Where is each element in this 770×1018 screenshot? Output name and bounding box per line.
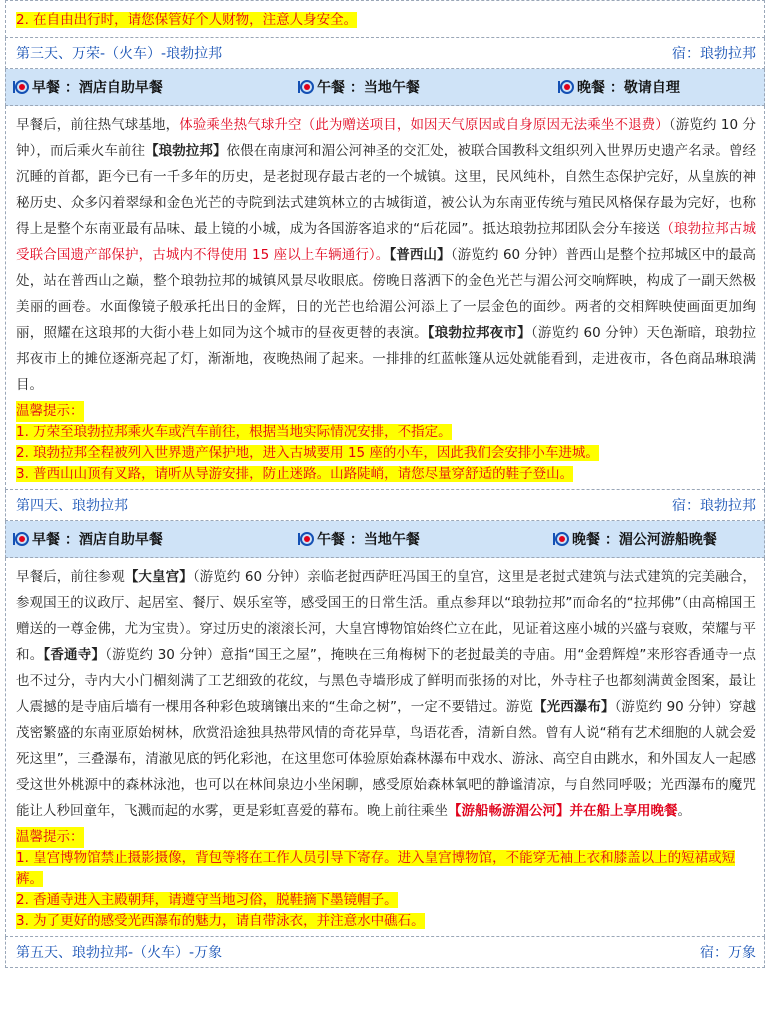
day3-paragraph: 早餐后，前往热气球基地，体验乘坐热气球升空（此为赠送项目，如因天气原因或自身原因无法乘坐不退费）（游览约 10 分钟），而后乘火车前往【琅勃拉邦】依偎在南康河和湄公河神圣的交汇处，被联合国教科文组织列入世界历史遗产名录。曾经沉睡的首都，距今已有一千多年的历史，是老挝现存最古老的一个城镇。这里，民风纯朴，自然生态保护完好，从皇族的神秘历史、众多闪着翠绿和金色光芒的寺院到法式建筑林立的古城街道，被公认为东南亚传统与殖民风格保存最为完好，也称得上是整个东南亚最有品味、最上镜的小城，成为各国游客追求的“后花园”。抵达琅勃拉邦团队会分车接送（琅勃拉邦古城受联合国遗产部保护，古城内不得使用 15 座以上车辆通行）。【普西山】（游览约 60 分钟）普西山是整个拉邦城区中的最高处，站在普西山之巅，整个琅勃拉邦的城镇风景尽收眼底。傍晚日落洒下的金色光芒与湄公河交响辉映，构成了一副天然极美丽的画卷。水面像镜子般承托出日的金辉，日的光芒也给湄公河添上了一层金色的面纱。两者的交相辉映使画面更加绚丽，照耀在这琅邦的大街小巷上如同为这个城市的昼夜更替的表演。【琅勃拉邦夜市】（游览约 60 分钟）天色渐暗，琅勃拉邦夜市上的摊位逐渐亮起了灯，渐渐地，夜晚热闹了起来。一排排的红蓝帐篷从远处就能看到，走进夜市，各色商品琳琅满目。 (16, 117, 757, 393)
day4-content (5, 558, 765, 937)
day5-stay: 宿：万象 (700, 945, 756, 961)
day4-meals (5, 521, 765, 558)
meal-icon (12, 531, 30, 547)
day3-breakfast: 早餐 ：酒店自助早餐 (12, 77, 297, 97)
day3-lunch: 午餐 ：当地午餐 (297, 77, 557, 97)
day3-header (5, 38, 765, 69)
day3-dinner: 晚餐 ：敬请自理 (557, 77, 680, 97)
day4-breakfast: 早餐 ：酒店自助早餐 (12, 529, 297, 549)
day5-header (5, 937, 765, 968)
day4-header (5, 490, 765, 521)
day4-lunch: 午餐 ：当地午餐 (297, 529, 552, 549)
day3-tip-1: 1. 万荣至琅勃拉邦乘火车或汽车前往，根据当地实际情况安排，不指定。 (16, 424, 452, 440)
day4-dinner: 晚餐 ：湄公河游船晚餐 (552, 529, 717, 549)
day4-tip-1: 1. 皇宫博物馆禁止摄影摄像，背包等将在工作人员引导下寄存。进入皇宫博物馆，不能穿无袖上衣和膝盖以上的短裙或短裤。 (16, 850, 736, 887)
day4-stay: 宿：琅勃拉邦 (672, 498, 756, 514)
day4-paragraph: 早餐后，前往参观【大皇宫】（游览约 60 分钟）亲临老挝西萨旺冯国王的皇宫，这里是老挝式建筑与法式建筑的完美融合，参观国王的议政厅、起居室、餐厅、娱乐室等，感受国王的日常生活。重点参拜以“琅勃拉邦”而命名的“拉邦佛”（由高棉国王赠送的一尊金佛，尤为宝贵）。穿过历史的滚滚长河，大皇宫博物馆始终伫立在此，见证着这座小城的兴盛与衰败，荣耀与平和。【香通寺】（游览约 30 分钟）意指“国王之屋”，掩映在三角梅树下的老挝最美的寺庙。用“金碧辉煌”来形容香通寺一点也不过分，寺内大小门楣刻满了工艺细致的花纹，与黑色寺墙形成了鲜明而张扬的对比，外寺柱子也都刻满黄金图案，最让人震撼的是寺庙后墙有一棵用各种彩色玻璃镶出来的“生命之树”，一定不要错过。游览【光西瀑布】（游览约 90 分钟）穿越茂密繁盛的东南亚原始树林，欣赏沿途独具热带风情的奇花异草，鸟语花香，清新自然。曾有人说“稍有艺术细胞的人就会爱死这里”，三叠瀑布，清澈见底的钙化彩池，在这里您可体验原始森林瀑布中戏水、游泳、高空自由跳水，和外国友人一起感受这世外桃源中的森林泳池，也可以在林间泉边小坐闲聊，感受原始森林氧吧的静谧清凉，与自然同呼吸；光西瀑布的魔咒能让人秒回童年，飞溅而起的水雾，更是彩虹喜爱的幕布。晚上前往乘坐【游船畅游湄公河】并在船上享用晚餐。 (16, 569, 757, 819)
itinerary-page (5, 0, 765, 968)
day3-tip-3: 3. 普西山山顶有叉路，请听从导游安排，防止迷路。山路陡峭，请您尽量穿舒适的鞋子登山。 (16, 466, 574, 482)
day3-tip-2: 2. 琅勃拉邦全程被列入世界遗产保护地，进入古城要用 15 座的小车，因此我们会安排小车进城。 (16, 445, 599, 461)
meal-icon (297, 531, 315, 547)
top-tip: 2. 在自由出行时，请您保管好个人财物，注意人身安全。 (16, 12, 358, 28)
day3-stay: 宿：琅勃拉邦 (672, 46, 756, 62)
top-tip-box (5, 0, 765, 38)
day4-tip-2: 2. 香通寺进入主殿朝拜，请遵守当地习俗，脱鞋摘下墨镜帽子。 (16, 892, 398, 908)
day4-title: 第四天、琅勃拉邦 (16, 498, 128, 514)
meal-icon (12, 79, 30, 95)
day4-tip-3: 3. 为了更好的感受光西瀑布的魅力，请自带泳衣，并注意水中礁石。 (16, 913, 425, 929)
day3-title: 第三天、万荣-（火车）-琅勃拉邦 (16, 46, 223, 62)
meal-icon (552, 531, 570, 547)
day3-meals (5, 69, 765, 106)
day5-title: 第五天、琅勃拉邦-（火车）-万象 (16, 945, 223, 961)
meal-icon (557, 79, 575, 95)
day3-content (5, 106, 765, 490)
day4-tips: 温馨提示： 1. 皇宫博物馆禁止摄影摄像，背包等将在工作人员引导下寄存。进入皇宫博物馆，不能穿无袖上衣和膝盖以上的短裙或短裤。 2. 香通寺进入主殿朝拜，请遵守当地习俗，脱鞋摘下墨镜帽子。 3. 为了更好的感受光西瀑布的魅力，请自带泳衣，并注意水中礁石。 (16, 829, 736, 929)
meal-icon (297, 79, 315, 95)
day3-tips: 温馨提示： 1. 万荣至琅勃拉邦乘火车或汽车前往，根据当地实际情况安排，不指定。 2. 琅勃拉邦全程被列入世界遗产保护地，进入古城要用 15 座的小车，因此我们会安排小车进城。 3. 普西山山顶有叉路，请听从导游安排，防止迷路。山路陡峭，请您尽量穿舒适的鞋子登山。 (16, 403, 599, 482)
